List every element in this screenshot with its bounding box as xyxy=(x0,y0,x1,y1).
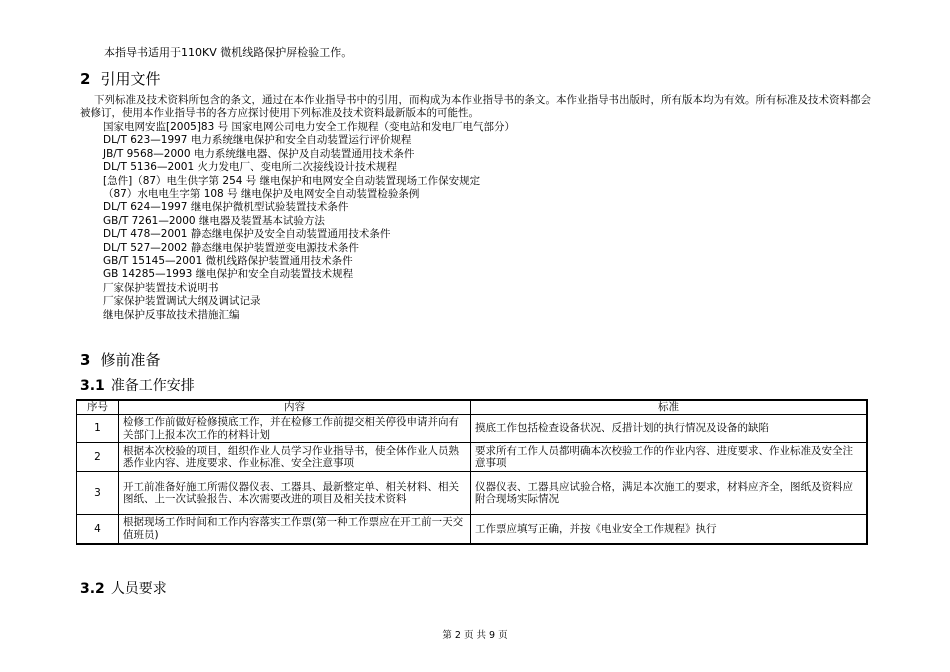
section-3-1-number: 3.1 xyxy=(80,378,105,394)
reference-item: 继电保护反事故技术措施汇编 xyxy=(103,308,240,321)
reference-item: （87）水电电生字第 108 号 继电保护及电网安全自动装置检验条例 xyxy=(103,188,420,201)
row-no: 1 xyxy=(77,415,119,443)
scope-sentence: 本指导书适用于110KV 微机线路保护屏检验工作。 xyxy=(104,46,353,59)
reference-item: 厂家保护装置调试大纲及调试记录 xyxy=(103,295,261,308)
row-content: 根据本次校验的项目，组织作业人员学习作业指导书，使全体作业人员熟悉作业内容、进度要求、作业标准、安全注意事项 xyxy=(119,443,471,472)
row-content: 检修工作前做好检修摸底工作，并在检修工作前提交相关停役申请并向有关部门上报本次工作的材料计划 xyxy=(119,415,471,443)
section-2-paragraph: 下列标准及技术资料所包含的条文，通过在本作业指导书中的引用，而构成为本作业指导书的条文。本作业指导书出版时，所有版本均为有效。所有标准及技术资料都会被修订，使用本作业指导书的各方应探讨使用下列标准及技术资料最新版本的可能性。 xyxy=(80,94,871,119)
section-3-2-number: 3.2 xyxy=(80,581,105,597)
preparation-table xyxy=(76,399,868,545)
row-no: 4 xyxy=(77,515,119,544)
page-number-footer: 第 2 页 共 9 页 xyxy=(442,630,508,641)
row-standard: 摸底工作包括检查设备状况、反措计划的执行情况及设备的缺陷 xyxy=(471,415,868,443)
row-standard: 仪器仪表、工器具应试验合格，满足本次施工的要求，材料应齐全，图纸及资料应附合现场实际情况 xyxy=(471,472,868,515)
reference-item: DL/T 5136—2001 火力发电厂、变电所二次接线设计技术规程 xyxy=(103,161,398,174)
reference-item: DL/T 624—1997 继电保护微机型试验装置技术条件 xyxy=(103,201,349,214)
table-row xyxy=(77,472,868,515)
section-3-1-title: 准备工作安排 xyxy=(110,378,195,394)
reference-item: [急件]（87）电生供字第 254 号 继电保护和电网安全自动装置现场工作保安规定 xyxy=(103,174,481,187)
reference-item: GB/T 7261—2000 继电器及装置基本试验方法 xyxy=(103,214,325,227)
table-row xyxy=(77,515,868,544)
row-standard: 要求所有工作人员都明确本次校验工作的作业内容、进度要求、作业标准及安全注意事项 xyxy=(471,443,868,472)
row-content: 开工前准备好施工所需仪器仪表、工器具、最新整定单、相关材料、相关图纸、上一次试验报告、本次需要改进的项目及相关技术资料 xyxy=(119,472,471,515)
section-2-heading xyxy=(80,68,160,89)
row-no: 3 xyxy=(77,472,119,515)
row-content: 根据现场工作时间和工作内容落实工作票(第一种工作票应在开工前一天交值班员) xyxy=(119,515,471,544)
header-content: 内容 xyxy=(119,400,471,415)
reference-item: DL/T 478—2001 静态继电保护及安全自动装置通用技术条件 xyxy=(103,228,391,241)
reference-item: 国家电网安监[2005]83 号 国家电网公司电力安全工作规程（变电站和发电厂电气部分） xyxy=(103,121,515,133)
section-3-1-heading xyxy=(80,375,195,395)
reference-item: GB/T 15145—2001 微机线路保护装置通用技术条件 xyxy=(103,255,353,268)
section-3-2-title: 人员要求 xyxy=(110,581,167,597)
reference-item: JB/T 9568—2000 电力系统继电器、保护及自动装置通用技术条件 xyxy=(103,147,415,160)
section-3-title: 修前准备 xyxy=(100,351,161,369)
row-no: 2 xyxy=(77,443,119,472)
section-2-number: 2 xyxy=(80,70,91,88)
reference-item: DL/T 623—1997 电力系统继电保护和安全自动装置运行评价规程 xyxy=(103,134,412,147)
reference-list xyxy=(103,121,515,322)
header-no: 序号 xyxy=(77,400,119,415)
header-standard: 标准 xyxy=(471,400,868,415)
section-3-2-heading xyxy=(80,578,167,598)
reference-item: 厂家保护装置技术说明书 xyxy=(103,281,219,294)
section-3-number: 3 xyxy=(80,351,91,369)
table-header-row xyxy=(77,400,868,415)
row-standard: 工作票应填写正确，并按《电业安全工作规程》执行 xyxy=(471,515,868,544)
table-row xyxy=(77,443,868,472)
table-row xyxy=(77,415,868,443)
section-2-title: 引用文件 xyxy=(100,70,161,88)
reference-item: DL/T 527—2002 静态继电保护装置逆变电源技术条件 xyxy=(103,241,359,254)
section-3-heading xyxy=(80,349,160,370)
reference-item: GB 14285—1993 继电保护和安全自动装置技术规程 xyxy=(103,268,354,281)
